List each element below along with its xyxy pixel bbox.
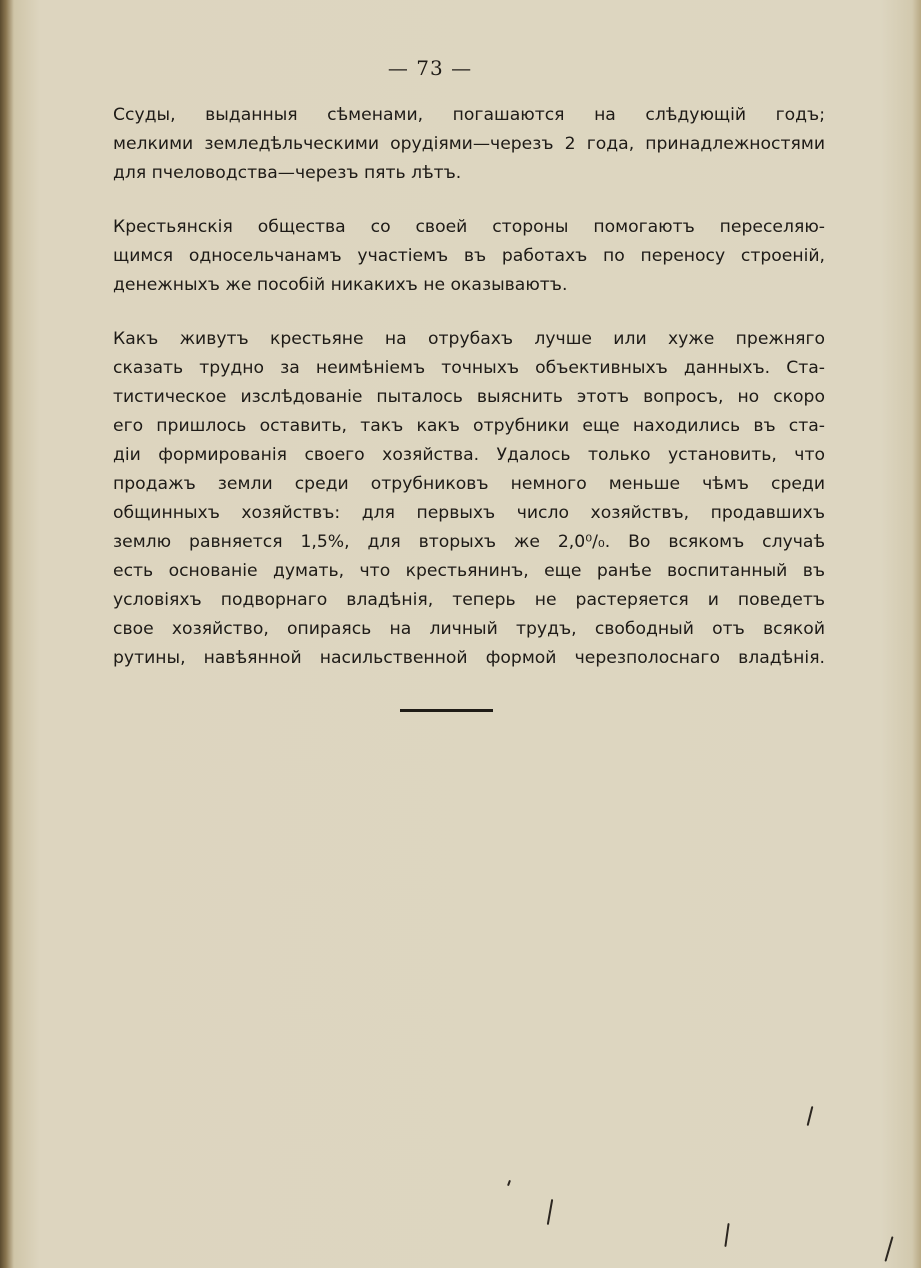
scan-mark <box>507 1180 511 1186</box>
text-line: щимся односельчанамъ участіемъ въ работахъ по переносу строеній, <box>113 246 825 266</box>
page-number: — 73 — <box>387 56 473 80</box>
paragraph-1 <box>113 101 825 188</box>
scan-mark <box>807 1106 814 1126</box>
text-line: его пришлось оставить, такъ какъ отрубники еще находились въ ста- <box>113 416 825 436</box>
section-end-rule <box>400 709 493 712</box>
text-line: условіяхъ подворнаго владѣнія, теперь не растеряется и поведетъ <box>113 590 825 610</box>
text-line: тистическое изслѣдованіе пыталось выяснить этотъ вопросъ, но скоро <box>113 387 825 407</box>
document-body <box>113 101 825 698</box>
paragraph-3 <box>113 325 825 673</box>
text-line: землю равняется 1,5%, для вторыхъ же 2,0⁰/₀. Во всякомъ случаѣ <box>113 532 825 552</box>
text-line: денежныхъ же пособій никакихъ не оказываютъ. <box>113 275 568 295</box>
text-line: Крестьянскія общества со своей стороны помогаютъ переселяю- <box>113 217 825 237</box>
text-line: для пчеловодства—черезъ пять лѣтъ. <box>113 163 462 183</box>
text-line: общинныхъ хозяйствъ: для первыхъ число хозяйствъ, продавшихъ <box>113 503 825 523</box>
text-line: рутины, навѣянной насильственной формой черезполоснаго владѣнія. <box>113 648 825 668</box>
text-line: свое хозяйство, опираясь на личный трудъ, свободный отъ всякой <box>113 619 825 639</box>
scan-mark <box>547 1199 553 1225</box>
paragraph-2 <box>113 213 825 300</box>
scan-mark <box>884 1236 893 1262</box>
text-line: сказать трудно за неимѣніемъ точныхъ объективныхъ данныхъ. Ста- <box>113 358 825 378</box>
text-line: діи формированія своего хозяйства. Удалось только установить, что <box>113 445 825 465</box>
text-line: есть основаніе думать, что крестьянинъ, еще ранѣе воспитанный въ <box>113 561 825 581</box>
text-line: Какъ живутъ крестьяне на отрубахъ лучше или хуже прежняго <box>113 329 825 349</box>
text-line: Ссуды, выданныя сѣменами, погашаются на слѣдующій годъ; <box>113 105 825 125</box>
text-line: продажъ земли среди отрубниковъ немного меньше чѣмъ среди <box>113 474 825 494</box>
text-line: мелкими земледѣльческими орудіями—черезъ 2 года, принадлежностями <box>113 134 825 154</box>
scan-mark <box>724 1223 729 1247</box>
